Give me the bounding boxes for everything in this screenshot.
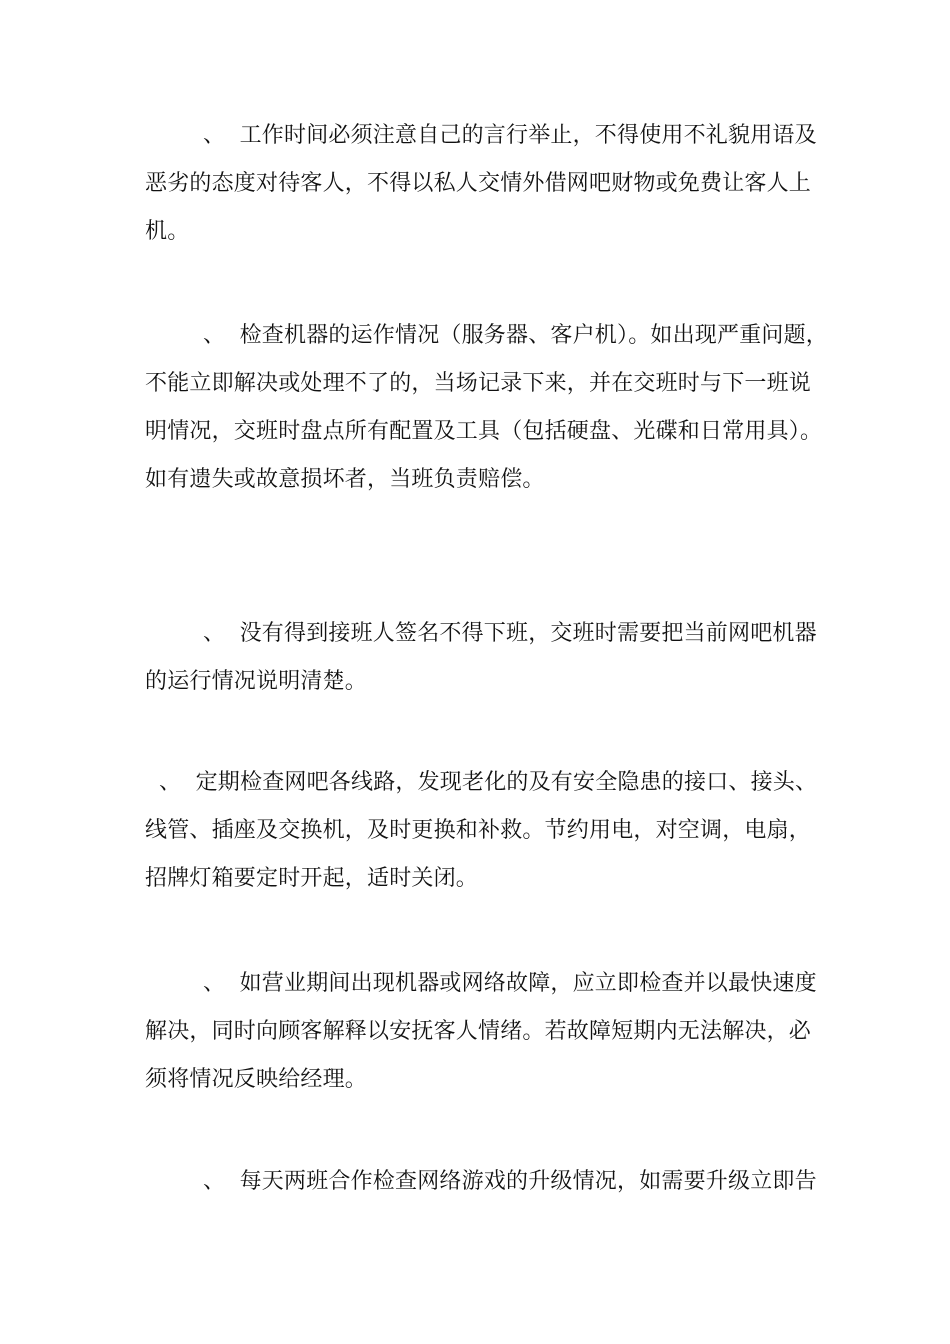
paragraph-line: 如有遗失或故意损坏者，当班负责赔偿。 xyxy=(145,467,545,492)
paragraph-line: 恶劣的态度对待客人，不得以私人交情外借网吧财物或免费让客人上 xyxy=(145,171,812,196)
paragraph-line: 解决，同时向顾客解释以安抚客人情绪。若故障短期内无法解决，必 xyxy=(145,1019,812,1044)
line-text: 如营业期间出现机器或网络故障，应立即检查并以最快速度 xyxy=(239,971,817,996)
paragraph xyxy=(145,312,828,504)
line-text: 每天两班合作检查网络游戏的升级情况，如需要升级立即告 xyxy=(239,1169,817,1194)
list-marker: 、 xyxy=(159,770,182,795)
line-text: 定期检查网吧各线路，发现老化的及有安全隐患的接口、接头、 xyxy=(195,770,818,795)
line-text: 没有得到接班人签名不得下班，交班时需要把当前网吧机器 xyxy=(239,621,817,646)
paragraph-line xyxy=(145,112,817,160)
paragraph-line xyxy=(145,312,828,360)
paragraph xyxy=(145,112,817,256)
paragraph-line xyxy=(145,1158,817,1206)
paragraph-line: 的运行情况说明清楚。 xyxy=(145,669,368,694)
list-marker: 、 xyxy=(203,971,226,996)
paragraph-line: 不能立即解决或处理不了的，当场记录下来，并在交班时与下一班说 xyxy=(145,371,812,396)
paragraph xyxy=(145,759,818,903)
list-marker: 、 xyxy=(203,621,226,646)
line-text: 检查机器的运作情况（服务器、客户机）。如出现严重问题， xyxy=(239,323,828,348)
paragraph-line xyxy=(145,960,817,1008)
paragraph xyxy=(145,1158,817,1206)
list-marker: 、 xyxy=(203,323,226,348)
paragraph-line: 线管、插座及交换机，及时更换和补救。节约用电，对空调，电扇， xyxy=(145,818,812,843)
list-marker: 、 xyxy=(203,1169,226,1194)
line-text: 工作时间必须注意自己的言行举止，不得使用不礼貌用语及 xyxy=(239,123,817,148)
paragraph-line xyxy=(145,610,817,658)
paragraph-line: 明情况，交班时盘点所有配置及工具（包括硬盘、光碟和日常用具）。 xyxy=(145,419,823,444)
paragraph-line: 机。 xyxy=(145,219,190,244)
paragraph-line: 招牌灯箱要定时开起，适时关闭。 xyxy=(145,866,479,891)
paragraph-line: 须将情况反映给经理。 xyxy=(145,1067,368,1092)
paragraph xyxy=(145,960,817,1104)
paragraph-line xyxy=(145,759,818,807)
list-marker: 、 xyxy=(203,123,226,148)
paragraph xyxy=(145,610,817,706)
